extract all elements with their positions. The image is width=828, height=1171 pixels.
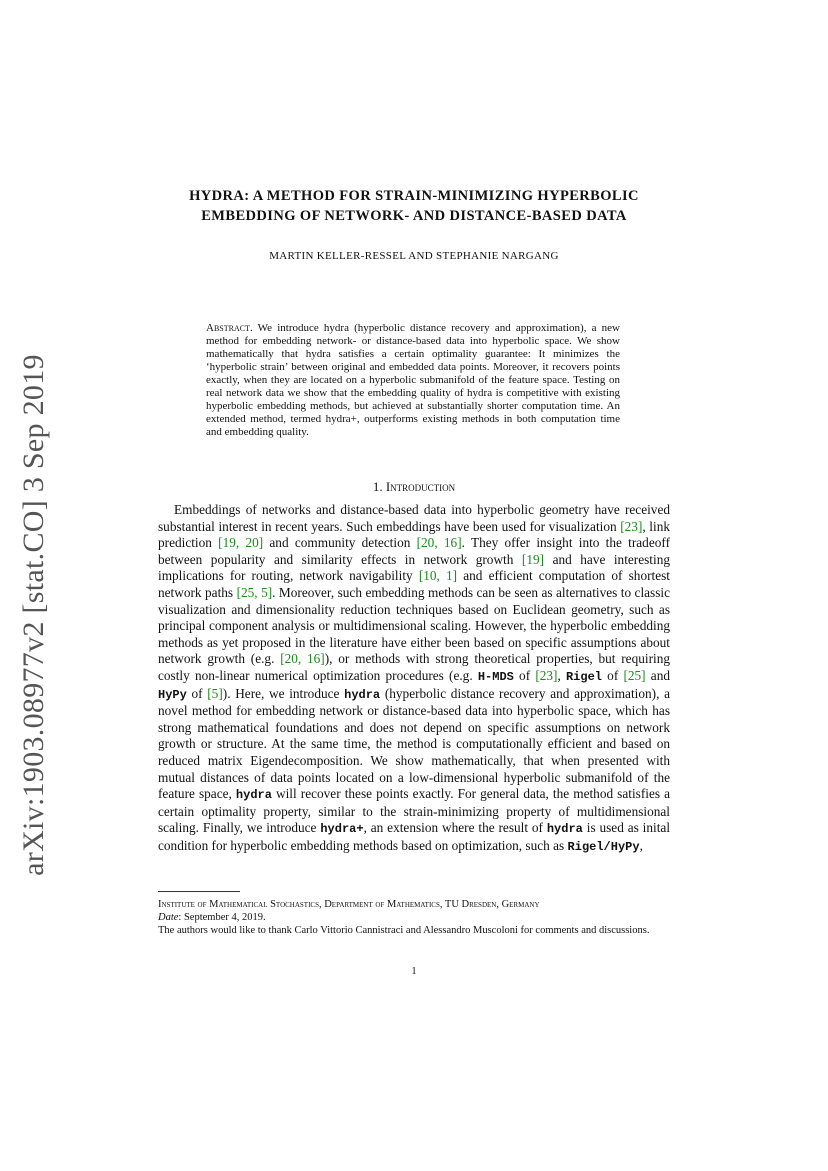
body-text: is used as inital condition for hyperbolic embedding methods based on optimization, such as: [158, 820, 671, 853]
code-term: hydra+: [320, 822, 364, 837]
body-text: . They offer insight into the tradeoff between popularity and similarity effects in network growth: [158, 535, 670, 567]
title-line-1: HYDRA: A METHOD FOR STRAIN-MINIMIZING HYPERBOLIC: [189, 188, 639, 204]
date-label: Date: [158, 912, 179, 923]
code-term: H-MDS: [477, 669, 514, 684]
acknowledgement-note: The authors would like to thank Carlo Vittorio Cannistraci and Alessandro Muscoloni for comments and discussions.: [158, 925, 650, 936]
section-heading: [150, 479, 678, 495]
citation-link[interactable]: [20, 16]: [416, 535, 462, 551]
body-text: will recover these points exactly. For general data, the method satisfies a certain optimality property, similar to the strain-minimizing property of multidimensional scaling. Finally, we introduce: [158, 786, 671, 836]
body-text: ). Here, we introduce: [222, 685, 345, 701]
institution-note: Institute of Mathematical Stochastics, Department of Mathematics, TU Dresden, Germany: [158, 899, 540, 910]
body-text: and efficient computation of shortest network paths: [158, 568, 670, 600]
arxiv-id-text: arXiv:1903.08977v2 [stat.CO] 3 Sep 2019: [17, 354, 50, 876]
body-text: , link prediction: [158, 518, 670, 551]
date-note: [158, 911, 670, 924]
code-term: hydra: [546, 822, 583, 837]
citation-link[interactable]: [10, 1]: [418, 568, 458, 584]
footnote-rule: [158, 891, 240, 892]
body-text: of: [602, 667, 624, 683]
date-value: : September 4, 2019.: [178, 912, 266, 923]
body-text: and community detection: [263, 535, 417, 551]
abstract-heading: Abstract.: [206, 322, 253, 334]
body-text: ,: [557, 667, 566, 683]
body-text: of: [186, 685, 208, 701]
page-number: 1: [411, 966, 417, 977]
citation-link[interactable]: [5]: [207, 685, 223, 701]
code-term: hydra: [344, 687, 381, 702]
body-text: ), or methods with strong theoretical properties, but requiring costly non-linear numerical optimization procedures (e.g.: [158, 651, 670, 683]
code-term: Rigel/HyPy: [567, 839, 640, 854]
body-text: of: [513, 667, 536, 683]
section-number: 1.: [372, 479, 383, 494]
body-text: . Moreover, such embedding methods can be seen as alternatives to classic visualization and dimensionality reduction techniques based on Euclidean geometry, such as principal component analysis or multidimensional scaling. However, the hyperbolic embedding methods as yet proposed in the literature have either been based on specific assumptions about network growth (e.g.: [158, 584, 671, 667]
introduction-body: [158, 502, 670, 855]
citation-link[interactable]: [23]: [535, 667, 558, 683]
body-text: ,: [639, 837, 643, 853]
section-title: Introduction: [385, 479, 456, 494]
abstract-text: We introduce hydra (hyperbolic distance recovery and approximation), a new method for embedding network- or distance-based data into hyperbolic space. We show mathematically that hydra satisfies a certain optimality guarantee: It minimizes the ‘hyperbolic strain’ between original and embedded data points. Moreover, it recovers points exactly, when they are located on a hyperbolic submanifold of the feature space. Testing on real network data we show that the embedding quality of hydra is competitive with existing hyperbolic embedding methods, but achieved at substantially shorter computation time. An extended method, termed hydra+, outperforms existing methods in both computation time and embedding quality.: [206, 322, 620, 438]
body-text: (hyperbolic distance recovery and approximation), a novel method for embedding network or distance-based data into hyperbolic space, which has strong mathematical foundations and does not depend on specific assumptions on network growth or structure. At the same time, the method is computationally efficient and based on reduced matrix Eigendecomposition. We show mathematically, that when presented with mutual distances of data points located on a low-dimensional hyperbolic submanifold of the feature space,: [158, 685, 670, 802]
body-text: and: [645, 667, 670, 683]
abstract: [206, 322, 620, 439]
body-text: and have interesting implications for routing, network navigability: [158, 551, 670, 584]
code-term: Rigel: [565, 669, 602, 684]
authors: MARTIN KELLER-RESSEL AND STEPHANIE NARGANG: [269, 250, 559, 262]
footnotes: [158, 898, 670, 937]
introduction-paragraph: [158, 502, 670, 855]
citation-link[interactable]: [19, 20]: [218, 535, 264, 551]
arxiv-side-identifier: [8, 354, 60, 876]
citation-link[interactable]: [23]: [620, 518, 643, 534]
title-line-2: EMBEDDING OF NETWORK- AND DISTANCE-BASED DATA: [201, 208, 627, 224]
code-term: HyPy: [158, 687, 187, 702]
paper-title: [150, 186, 678, 226]
citation-link[interactable]: [20, 16]: [280, 651, 325, 667]
citation-link[interactable]: [25]: [623, 667, 646, 683]
citation-link[interactable]: [25, 5]: [236, 584, 273, 600]
code-term: hydra: [235, 788, 272, 803]
body-text: , an extension where the result of: [363, 820, 547, 836]
body-text: Embeddings of networks and distance-based data into hyperbolic geometry have received substantial interest in recent years. Such embeddings have been used for visualization: [158, 502, 670, 534]
citation-link[interactable]: [19]: [521, 551, 545, 567]
